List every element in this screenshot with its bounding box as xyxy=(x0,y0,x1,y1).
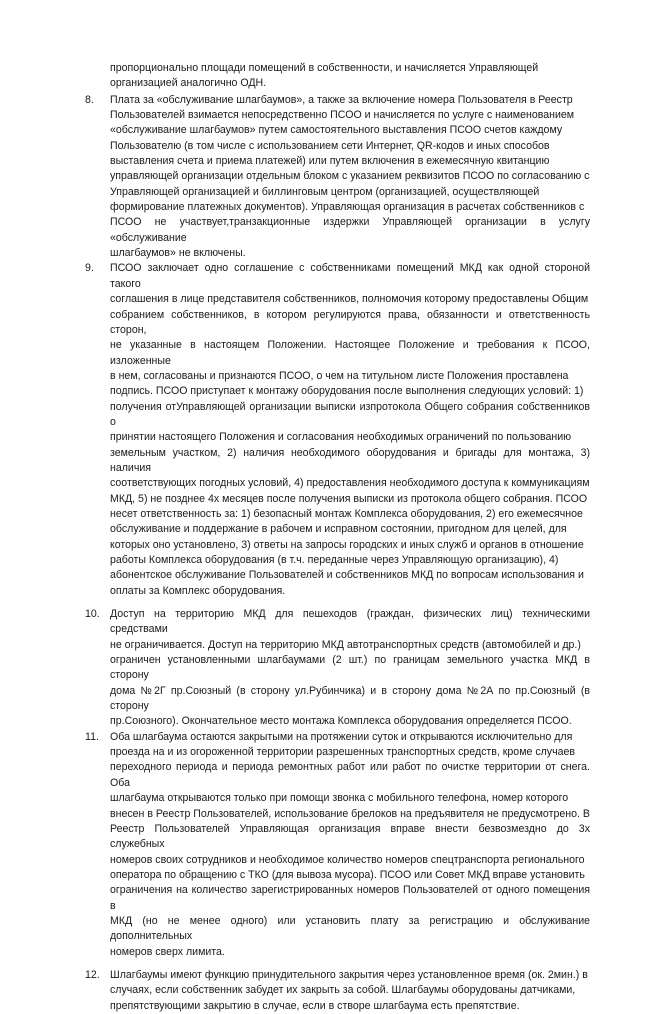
clause-item-8 xyxy=(85,93,590,262)
clause-text: Плата за «обслуживание шлагбаумов», а также за включение номера Пользователя в Реестр Пользователей взимается непосредственно ПСОО и начисляется по услуге с наименованием «обслуживание шлагбаумов» путем самостоятельного выставления ПСОО счетов каждому Пользователю (в том числе с использованием сети Интернет, QR-кодов и иных способов выставления счета и приема платежей) или путем включения в ежемесячную квитанцию управляющей организации отдельным блоком с указанием реквизитов ПСОО по согласованию с Управляющей организацией и биллинговым центром (организацией, осуществляющей формирование платежных документов). Управляющая организация в расчетах собственников с ПСОО не участвует,транзакционные издержки Управляющей организации в услугу «обслуживание шлагбаумов» не включены. xyxy=(110,93,590,260)
clause-text: ПСОО заключает одно соглашение с собственниками помещений МКД как одной стороной такого соглашения в лице представителя собственников, полномочия которому предоставлены Общим собранием собственников, в котором регулируются права, обязанности и ответственность сторон, не указанные в настоящем Положении. Настоящее Положение и требования к ПСОО, изложенные в нем, согласованы и признаются ПСОО, о чем на титульном листе Положения проставлена подпись. ПСОО приступает к монтажу оборудования после выполнения следующих условий: 1) получения отУправляющей организации выписки изпротокола Общего собрания собственников о принятии настоящего Положения и согласования необходимых ограничений по пользованию земельным участком, 2) наличия необходимого оборудования и бригады для монтажа, 3) наличия соответствующих погодных условий, 4) предоставления необходимого доступа к коммуникациям МКД, 5) не позднее 4х месяцев после получения выписки из протокола общего собрания. ПСОО несет ответственность за: 1) безопасный монтаж Комплекса оборудования, 2) его ежемесячное обслуживание и поддержание в рабочем и исправном состоянии, пригодном для целей, для которых оно установлено, 3) ответы на запросы городских и иных служб и органов в отношение работы Комплекса оборудования (в т.ч. переданные через Управляющую организацию), 4) абонентское обслуживание Пользователей и собственников МКД по вопросам использования и оплаты за Комплекс оборудования. xyxy=(110,262,590,597)
clause-number: 8. xyxy=(85,93,94,106)
clause-item-9 xyxy=(85,261,590,599)
clause-text: Шлагбаумы имеют функцию принудительного закрытия через установленное время (ок. 2мин.) в случаях, если собственник забудет их закрыть за собой. Шлагбаумы оборудованы датчиками, препятствующими закрытию в случае, если в створе шлагбаума есть препятствие. xyxy=(110,968,588,1012)
clause-number: 11. xyxy=(85,730,99,743)
clause-list xyxy=(85,93,590,1014)
clause-item-12 xyxy=(85,968,590,1014)
clause-number: 10. xyxy=(85,608,100,621)
clause-number: 9. xyxy=(85,262,94,275)
clause-text: Доступ на территорию МКД для пешеходов (граждан, физических лиц) техническими средствами не ограничивается. Доступ на территорию МКД автотранспортных средств (автомобилей и др.) ограничен установленными шлагбаумами (2 шт.) по границам земельного участка МКД в сторону дома №2Г пр.Союзный (в сторону ул.Рубинчика) и в сторону дома №2А по пр.Союзный (в сторону пр.Союзного). Окончательное место монтажа Комплекса оборудования определяется ПСОО. xyxy=(110,608,590,728)
clause-number: 12. xyxy=(85,968,100,981)
continuation-paragraph: пропорционально площади помещений в собственности, и начисляется Управляющей организацией аналогично ОДН. xyxy=(110,62,539,90)
clause-item-10 xyxy=(85,607,590,730)
clause-text: Оба шлагбаума остаются закрытыми на протяжении суток и открываются исключительно для проезда на и из огороженной территории разрешенных транспортных средств, кроме случаев переходного периода и периода ремонтных работ или работ по очистке территории от снега. Оба шлагбаума открываются только при помощи звонка с мобильного телефона, номер которого внесен в Реестр Пользователей, использование брелоков на предъявителя не предусмотрено. В Реестр Пользователей Управляющая организация вправе внести безвозмездно до 3х служебных номеров своих сотрудников и необходимое количество номеров спецтранспорта регионального оператора по обращению с ТКО (для вывоза мусора). ПСОО или Совет МКД вправе установить ограничения на количество зарегистрированных номеров Пользователей от одного помещения в МКД (но не менее одного) или установить плату за регистрацию и обслуживание дополнительных номеров сверх лимита. xyxy=(110,730,590,958)
clause-item-11 xyxy=(85,730,590,960)
